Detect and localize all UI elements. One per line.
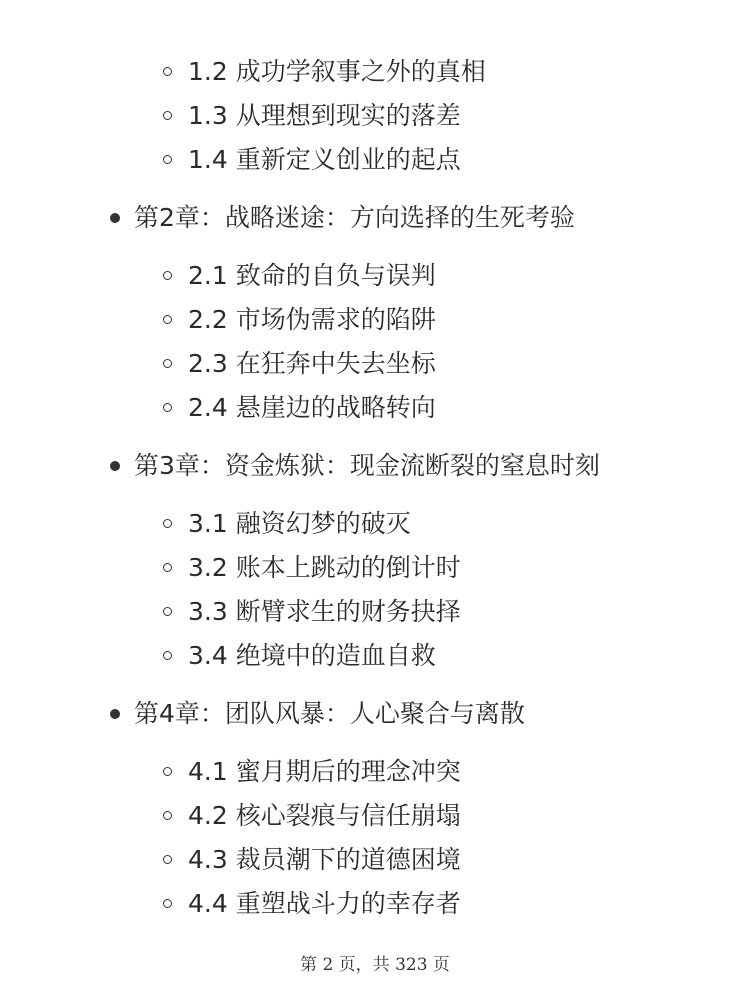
toc-section-label: 2.2 市场伪需求的陷阱 <box>188 305 436 334</box>
toc-section-label: 3.4 绝境中的造血自救 <box>188 641 436 670</box>
toc-section-item[interactable] <box>0 794 750 838</box>
toc-section-item[interactable] <box>0 386 750 430</box>
hollow-circle-bullet-icon <box>163 855 172 864</box>
hollow-circle-bullet-icon <box>163 359 172 368</box>
hollow-circle-bullet-icon <box>163 67 172 76</box>
hollow-circle-bullet-icon <box>163 563 172 572</box>
toc-section-item[interactable] <box>0 138 750 182</box>
toc-chapter-title: 第4章：团队风暴：人心聚合与离散 <box>134 699 525 728</box>
toc-chapter-item[interactable] <box>0 692 750 736</box>
hollow-circle-bullet-icon <box>163 315 172 324</box>
hollow-circle-bullet-icon <box>163 899 172 908</box>
hollow-circle-bullet-icon <box>163 111 172 120</box>
filled-circle-bullet-icon <box>110 213 120 223</box>
toc-section-label: 1.3 从理想到现实的落差 <box>188 101 461 130</box>
toc-section-item[interactable] <box>0 298 750 342</box>
hollow-circle-bullet-icon <box>163 155 172 164</box>
toc-chapter-item[interactable] <box>0 196 750 240</box>
toc-section-label: 3.3 断臂求生的财务抉择 <box>188 597 461 626</box>
toc-chapter-title: 第3章：资金炼狱：现金流断裂的窒息时刻 <box>134 451 600 480</box>
toc-section-label: 4.1 蜜月期后的理念冲突 <box>188 757 461 786</box>
toc-chapter-title: 第2章：战略迷途：方向选择的生死考验 <box>134 203 575 232</box>
table-of-contents <box>0 50 750 926</box>
hollow-circle-bullet-icon <box>163 403 172 412</box>
toc-section-item[interactable] <box>0 882 750 926</box>
toc-section-item[interactable] <box>0 94 750 138</box>
toc-chapter-item[interactable] <box>0 444 750 488</box>
hollow-circle-bullet-icon <box>163 519 172 528</box>
hollow-circle-bullet-icon <box>163 811 172 820</box>
toc-section-label: 3.2 账本上跳动的倒计时 <box>188 553 461 582</box>
toc-section-label: 1.4 重新定义创业的起点 <box>188 145 461 174</box>
toc-section-item[interactable] <box>0 750 750 794</box>
toc-section-label: 4.2 核心裂痕与信任崩塌 <box>188 801 461 830</box>
toc-section-label: 2.4 悬崖边的战略转向 <box>188 393 436 422</box>
toc-section-item[interactable] <box>0 254 750 298</box>
toc-section-item[interactable] <box>0 342 750 386</box>
filled-circle-bullet-icon <box>110 709 120 719</box>
toc-section-item[interactable] <box>0 838 750 882</box>
toc-section-label: 3.1 融资幻梦的破灭 <box>188 509 411 538</box>
hollow-circle-bullet-icon <box>163 607 172 616</box>
toc-section-item[interactable] <box>0 590 750 634</box>
toc-section-item[interactable] <box>0 50 750 94</box>
hollow-circle-bullet-icon <box>163 651 172 660</box>
toc-section-label: 2.1 致命的自负与误判 <box>188 261 436 290</box>
toc-section-item[interactable] <box>0 502 750 546</box>
toc-section-label: 4.4 重塑战斗力的幸存者 <box>188 889 461 918</box>
toc-section-item[interactable] <box>0 634 750 678</box>
toc-section-item[interactable] <box>0 546 750 590</box>
hollow-circle-bullet-icon <box>163 271 172 280</box>
toc-section-label: 1.2 成功学叙事之外的真相 <box>188 57 486 86</box>
toc-section-label: 2.3 在狂奔中失去坐标 <box>188 349 436 378</box>
filled-circle-bullet-icon <box>110 461 120 471</box>
page-footer <box>0 950 750 975</box>
page-number: 第 2 页，共 323 页 <box>300 955 450 975</box>
toc-section-label: 4.3 裁员潮下的道德困境 <box>188 845 461 874</box>
hollow-circle-bullet-icon <box>163 767 172 776</box>
